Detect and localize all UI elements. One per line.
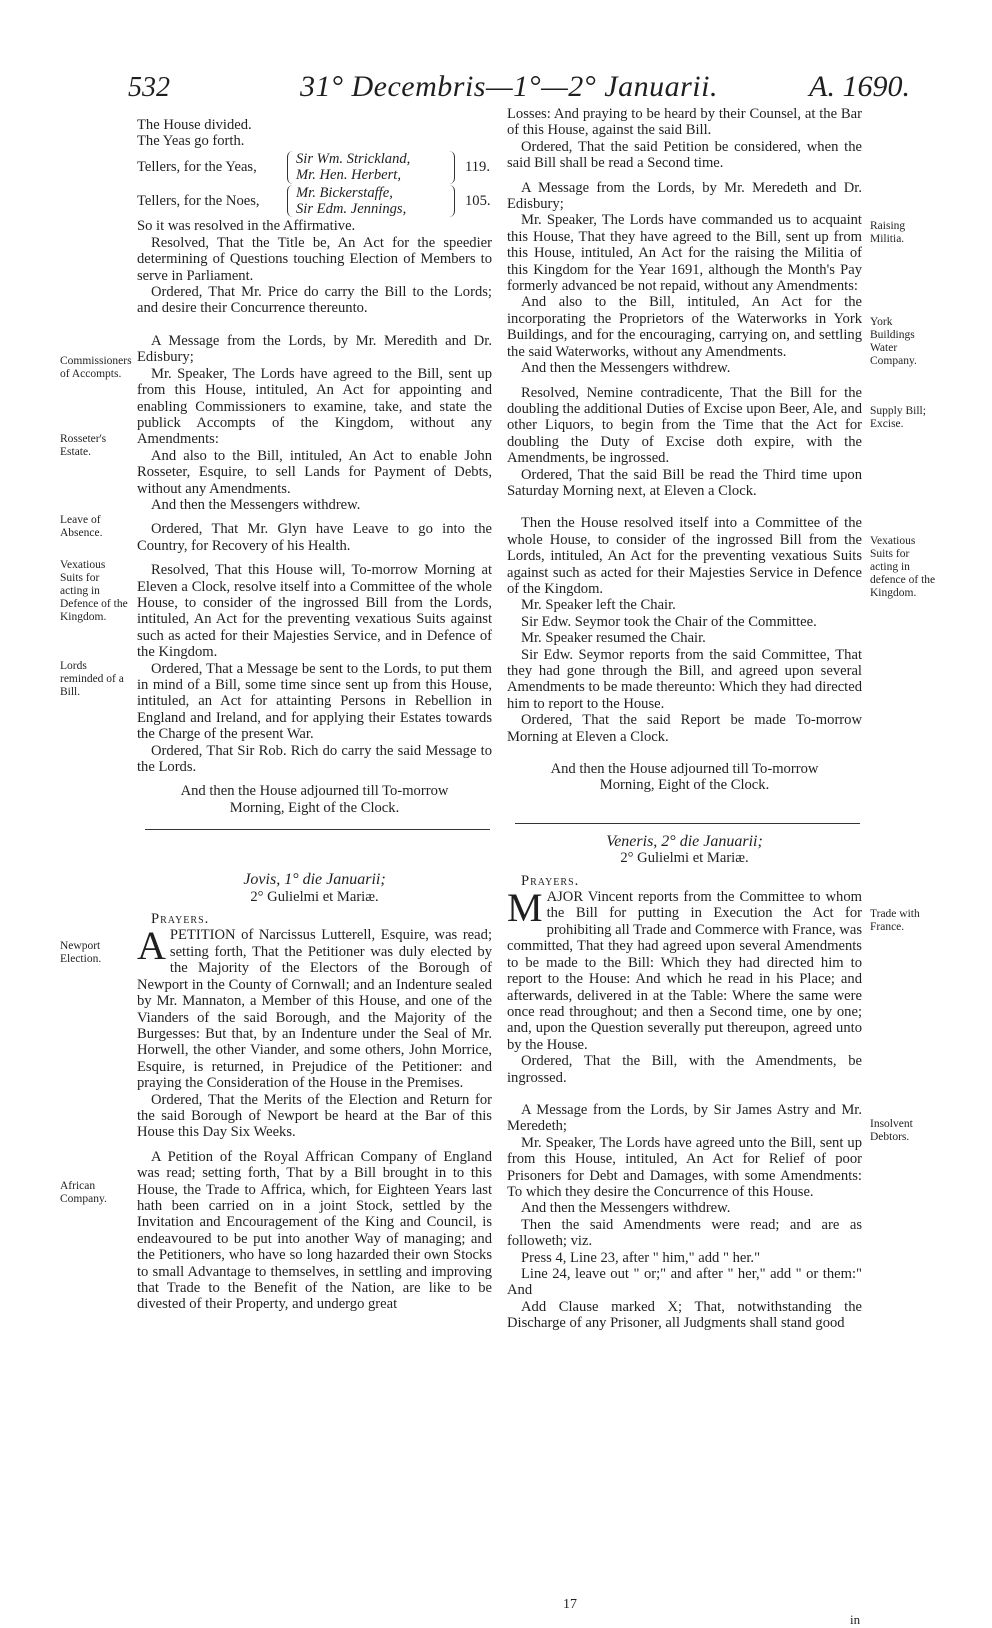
paragraph: Ordered, That Mr. Glyn have Leave to go into the Country, for Recovery of his Health. [137, 521, 492, 554]
paragraph: Press 4, Line 23, after " him," add " her." [521, 1249, 761, 1266]
margin-note: African Company. [60, 1180, 107, 1205]
paragraph: Sir Edw. Seymor reports from the said Committee, That they had gone through the Bill, and agreed upon several Amendments to be made thereunto: Which they had directed him to report to the House. [507, 646, 862, 712]
paragraph: And then the Messengers withdrew. [151, 496, 361, 513]
catchword: in [850, 1612, 861, 1627]
paragraph: Ordered, That Mr. Price do carry the Bill to the Lords; and desire their Concurrence thereunto. [137, 284, 492, 317]
paragraph: Mr. Speaker left the Chair. [521, 597, 676, 614]
tellers-noes [137, 185, 492, 218]
margin-note: York Buildings Water Company. [870, 316, 917, 367]
paragraph: Ordered, That the said Report be made To-morrow Morning at Eleven a Clock. [507, 712, 862, 745]
day-heading: Veneris, 2° die Januarii; [606, 832, 763, 850]
margin-note: Newport Election. [60, 940, 102, 965]
margin-note: Insolvent Debtors. [870, 1118, 913, 1143]
tellers-names [287, 151, 455, 184]
paragraph: Ordered, That the said Bill be read the Third time upon Saturday Morning next, at Eleven a Clock. [507, 466, 862, 499]
prayers: Prayers. [151, 911, 210, 928]
adjournment: And then the House adjourned till To-morrow Morning, Eight of the Clock. [550, 761, 819, 794]
right-column [507, 106, 862, 1332]
paragraph: Mr. Speaker, The Lords have agreed to the Bill, sent up from this House, intituled, An Act for appointing and enabling Commissioners to examine, take, and state the publick Accompts of the Kingdom, without any Amendments: [137, 365, 492, 448]
paragraph: Resolved, That this House will, To-morrow Morning at Eleven a Clock, resolve itself into a Committee of the whole House, to consider of the ingrossed Bill from the Lords, intituled, An Act for the preventing vexatious Suits against such as acted for their Majesties Service, and in Defence of the Kingdom. [137, 562, 492, 661]
paragraph: Add Clause marked X; That, notwithstanding the Discharge of any Prisoner, all Judgments shall stand good [507, 1298, 862, 1332]
paragraph-text: PETITION of Narcissus Lutterell, Esquire, was read; setting forth, That the Petitioner was duly elected by the Majority of the Electors of the Borough of Newport in the County of Cornwall; and an Indenture sealed by Mr. Mannaton, a Member of this House, and one of the Vianders of the said Borough, and the Majority of the Burgesses: But that, by an Indenture under the Seal of Mr. Horwell, the other Viander, and some others, John Morrice, Esquire, is returned, in Prejudice of the Petitioner: and praying the Consideration of the House in the Premises. [137, 927, 492, 1092]
teller-name: Sir Edm. Jennings, [296, 201, 407, 218]
paragraph: Ordered, That Sir Rob. Rich do carry the said Message to the Lords. [137, 742, 492, 776]
drop-cap: M [507, 885, 543, 931]
date-title: 31° Decembris—1°—2° Januarii. [300, 70, 718, 103]
teller-name: Mr. Hen. Herbert, [296, 167, 401, 184]
paragraph [137, 923, 492, 1092]
paragraph: And then the Messengers withdrew. [521, 360, 731, 377]
paragraph: And also to the Bill, intituled, An Act to enable John Rosseter, Esquire, to sell Lands for Payment of Debts, without any Amendments. [137, 447, 492, 497]
paragraph: Ordered, That the Merits of the Election and Return for the said Borough of Newport be heard at the Bar of this House this Day Six Weeks. [137, 1091, 492, 1141]
margin-note: Vexatious Suits for acting in defence of the Kingdom. [870, 535, 936, 599]
signature-mark: 17 [563, 1597, 577, 1612]
paragraph: And then the Messengers withdrew. [521, 1200, 731, 1217]
paragraph: A Petition of the Royal Affrican Company of England was read; setting forth, That by a Bill brought in to this House, the Trade to Affrica, which, for Eighteen Years last hath been carried on in a joint Stock, settled by the Invitation and Encouragement of the King and Council, is endeavoured to be put into another Way of managing; and the Petitioners, who have so long hazarded their own Stocks to small Advantage to themselves, in settling and improving that Trade to the Benefit of the Nation, are like to be divested of their Property, and undergo great [137, 1148, 492, 1313]
tellers-count: 119. [465, 159, 490, 176]
paragraph: A Message from the Lords, by Mr. Meredith and Dr. Edisbury; [137, 332, 492, 366]
adjournment: And then the House adjourned till To-morrow Morning, Eight of the Clock. [180, 783, 449, 816]
paragraph: Sir Edw. Seymor took the Chair of the Committee. [521, 613, 817, 630]
teller-name: Sir Wm. Strickland, [296, 150, 411, 167]
paragraph: Mr. Speaker resumed the Chair. [521, 630, 706, 647]
margin-note: Trade with France. [870, 908, 920, 933]
margin-note: Commissioners of Accompts. [60, 355, 132, 380]
tellers-names [287, 185, 455, 218]
day-heading: Jovis, 1° die Januarii; [243, 871, 386, 889]
tellers-count: 105. [465, 192, 491, 209]
paragraph: So it was resolved in the Affirmative. [137, 218, 356, 235]
paragraph: Resolved, That the Title be, An Act for the speedier determining of Questions touching Election of Members to serve in Parliament. [137, 234, 492, 284]
margin-note: Vexatious Suits for acting in Defence of the Kingdom. [60, 559, 128, 623]
paragraph: Then the said Amendments were read; and are as followeth; viz. [507, 1216, 862, 1250]
paragraph: Ordered, That a Message be sent to the Lords, to put them in mind of a Bill, some time since sent up from this House, intituled, an Act for attainting Persons in Rebellion in England and Ireland, and for applying their Estates towards the Charge of the present War. [137, 660, 492, 743]
paragraph: Ordered, That the Bill, with the Amendments, be ingrossed. [507, 1053, 862, 1086]
drop-cap: A [137, 923, 166, 969]
page-number: 532 [128, 72, 170, 103]
teller-name: Mr. Bickerstaffe, [296, 184, 393, 201]
paragraph-text: AJOR Vincent reports from the Committee to whom the Bill for putting in Execution the Act for prohibiting all Trade and Commerce with France, was committed, That they had agreed upon several Amendments to be made to the Bill: Which they had directed him to report to the House: And which he read in his Place; and afterwards, delivered in at the Table: Where the same were once read throughout; and then a Second time, one by one; and, upon the Question severally put thereupon, agreed unto by the House. [507, 889, 862, 1053]
paragraph: Mr. Speaker, The Lords have agreed unto the Bill, sent up from this House, intituled, An Act for Relief of poor Prisoners for Debt and Damages, with some Amendments: To which they desire the Concurrence of this House. [507, 1134, 862, 1200]
year: A. 1690. [809, 70, 910, 103]
tellers-label: Tellers, for the Yeas, [137, 159, 257, 176]
reign-heading: 2° Gulielmi et Mariæ. [250, 888, 379, 905]
reign-heading: 2° Gulielmi et Mariæ. [620, 850, 749, 867]
margin-note: Leave of Absence. [60, 514, 103, 539]
paragraph: The Yeas go forth. [137, 133, 245, 150]
margin-note: Supply Bill; Excise. [870, 405, 926, 430]
tellers-label: Tellers, for the Noes, [137, 192, 260, 209]
paragraph: Line 24, leave out " or;" and after " her," add " or them:" And [507, 1266, 862, 1299]
paragraph: And also to the Bill, intituled, An Act for the incorporating the Proprietors of the Waterworks in York Buildings, and for the encouraging, carrying on, and settling the said Waterworks, without any Amendments. [507, 294, 862, 360]
tellers-yeas [137, 151, 492, 184]
paragraph: A Message from the Lords, by Sir James Astry and Mr. Meredeth; [507, 1101, 862, 1135]
paragraph: Losses: And praying to be heard by their Counsel, at the Bar of this House, against the said Bill. [507, 106, 862, 139]
paragraph: Resolved, Nemine contradicente, That the Bill for the doubling the additional Duties of Excise upon Beer, Ale, and other Liquors, to begin from the Time that the Act for doubling the Duty of Excise doth expire, with the Amendments, be ingrossed. [507, 384, 862, 467]
paragraph: Mr. Speaker, The Lords have commanded us to acquaint this House, That they have agreed to the Bill, sent up from this House, intituled, An Act for the raising the Militia of this Kingdom for the Year 1691, although the Month's Pay formerly advanced be not repaid, without any Amendments: [507, 212, 862, 295]
margin-note: Raising Militia. [870, 220, 906, 245]
paragraph [507, 885, 862, 1053]
paragraph: Ordered, That the said Petition be considered, when the said Bill shall be read a Second time. [507, 138, 862, 172]
paragraph: The House divided. [137, 117, 252, 133]
margin-note: Rosseter's Estate. [60, 433, 107, 458]
left-column [137, 117, 492, 1313]
paragraph: Then the House resolved itself into a Committee of the whole House, to consider of the ingrossed Bill from the Lords, intituled, An Act for the preventing vexatious Suits against such as acted for their Majesties Service in Defence of the Kingdom. [507, 515, 862, 597]
prayers: Prayers. [521, 872, 580, 889]
margin-note: Lords reminded of a Bill. [60, 660, 124, 698]
section-rule [145, 829, 490, 830]
paragraph: A Message from the Lords, by Mr. Meredeth and Dr. Edisbury; [507, 179, 862, 213]
